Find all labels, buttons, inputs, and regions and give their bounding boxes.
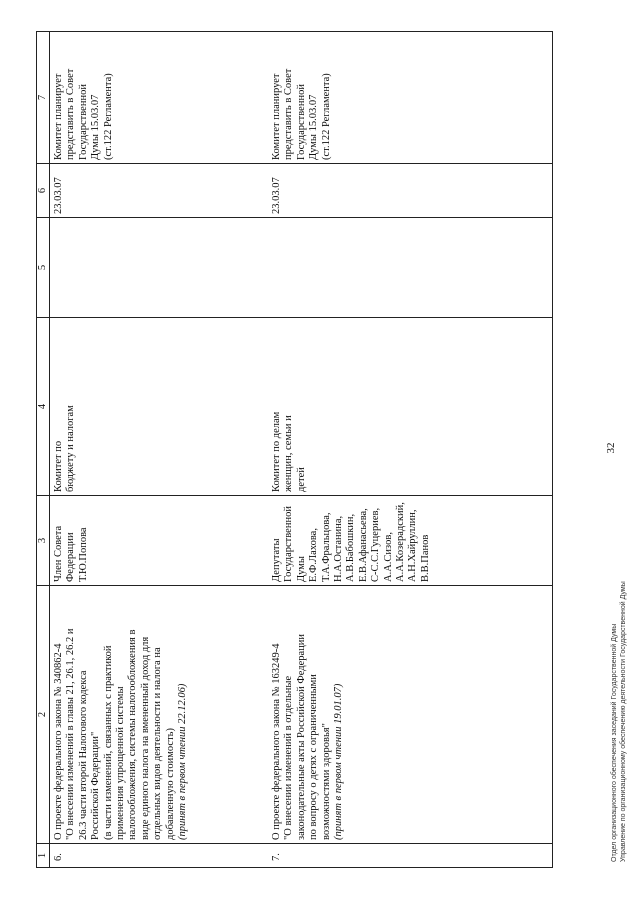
page-number: 32 [605,442,617,454]
row-number: 6. [50,844,263,868]
initiator-line: А.Н.Хайруллин, [407,509,419,582]
initiator-line: Член Совета [53,525,64,582]
column-number: 5 [37,218,50,318]
initiator-line: В.В.Панов [419,534,431,582]
responsible-committee [262,318,553,496]
table-row [262,32,553,868]
note-line: Государственной [77,84,89,160]
committee-line: Комитет по делам [271,411,282,492]
committee-line: детей [295,467,307,492]
note-line: представить в Совет [65,68,77,160]
bill-status: (принят в первом чтении 22.12.06) [177,683,189,840]
bill-title-line: Российской Федерации" [90,731,102,840]
footer-line: Отдел организационного обеспечения заседаний Государственной Думы [611,623,618,862]
note-line: Думы 15.03.07 [90,94,102,160]
initiator-line: Государственной [283,506,295,582]
bill-description [262,586,553,844]
bill-date: 23.03.07 [50,164,263,218]
initiator-line: Е.В.Афанасьева, [357,508,369,582]
note-line: представить в Совет [283,68,295,160]
column-number: 3 [37,496,50,586]
column-number: 1 [37,844,50,868]
note-line: Комитет планирует [53,73,64,160]
bill-title-line: применения упрощенной системы [115,686,127,840]
bill-title-line: "О внесении изменений в отдельные [283,675,295,840]
committee-line: женщин, семьи и [283,415,295,492]
initiator-line: А.А.Козерадский, [395,502,407,582]
bill-title-line: (в части изменений, связанных с практикой [102,645,114,840]
bill-title-line: "О внесении изменений в главы 21, 26.1, 26.2 и [65,628,77,840]
column-number: 4 [37,318,50,496]
initiator-line: С-С.С.Гуцериев, [370,507,382,582]
note-line: Государственной [295,84,307,160]
initiator-line: Н.А.Останина, [333,515,345,582]
initiator-line: Думы [295,556,307,582]
bill-initiator [262,496,553,586]
table-row [50,32,263,868]
bill-title-line: О проекте федерального закона № 163249-4 [271,643,282,840]
note-line: Комитет планирует [271,73,282,160]
initiator-line: Федерации [65,532,77,582]
bill-title-line: возможностями здоровья" [320,723,332,840]
bill-initiator [50,496,263,586]
bill-date: 23.03.07 [262,164,553,218]
bill-status: (принят в первом чтении 19.01.07) [333,683,345,840]
responsible-committee [50,318,263,496]
column-numbers-row [37,32,50,868]
column-5-cell [262,218,553,318]
initiator-line: Депутаты [271,538,282,582]
bill-title-line: налогообложения, системы налогообложения в [127,629,139,840]
column-number: 6 [37,164,50,218]
bill-title-line: О проекте федерального закона № 340862-4 [53,643,64,840]
bill-title-line: законодательные акты Российской Федерации [295,633,307,840]
committee-line: Комитет по [53,440,64,492]
bill-title-line: по вопросу о детях с ограниченными [308,674,320,840]
committee-line: бюджету и налогам [65,405,77,492]
bill-title-line: отдельных видов деятельности и налога на [152,647,164,840]
bill-title-line: добавленную стоимость) [164,728,176,840]
note-line: (ст.122 Регламента) [102,73,114,160]
bills-table [36,31,553,868]
note-line: (ст.122 Регламента) [320,73,332,160]
bill-title-line: 26.3 части второй Налогового кодекса [77,670,89,840]
column-number: 2 [37,586,50,844]
document-page [28,28,628,868]
bill-note [50,32,263,164]
initiator-line: Т.А.Фральцова, [320,512,332,582]
page-footer [610,581,628,862]
note-line: Думы 15.03.07 [308,94,320,160]
bill-description [50,586,263,844]
initiator-line: Е.Ф.Лахова, [308,528,320,582]
row-number: 7. [262,844,553,868]
column-5-cell [50,218,263,318]
initiator-line: А.В.Бабошкин, [345,513,357,582]
initiator-line: Т.Ю.Попова [77,527,89,582]
initiator-line: А.А.Сизов, [382,532,394,582]
bill-note [262,32,553,164]
footer-line: Управление по организационному обеспечению деятельности Государственной Думы [620,581,627,862]
column-number: 7 [37,32,50,164]
bill-title-line: виде единого налога на вмененный доход для [139,636,151,840]
